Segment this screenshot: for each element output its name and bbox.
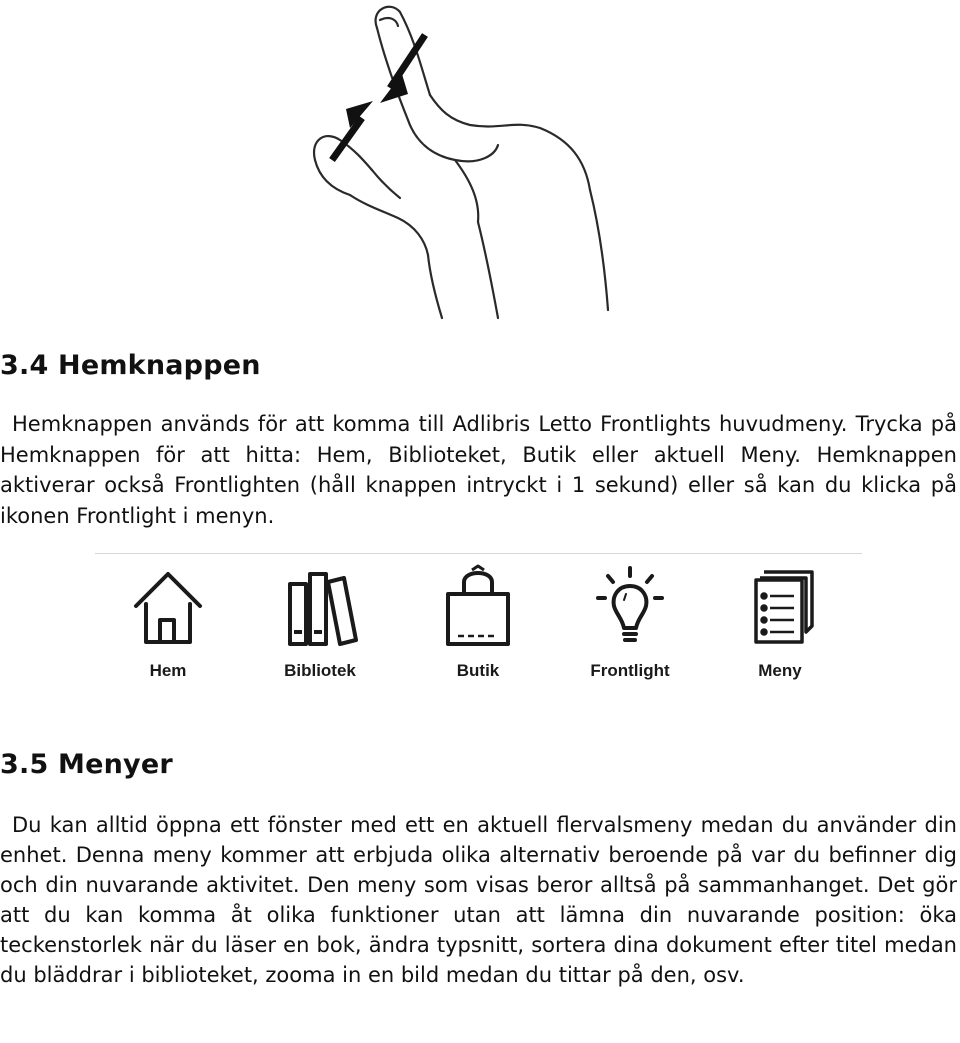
shop-label: Butik bbox=[456, 661, 500, 680]
section-heading-menyer: 3.5 Menyer bbox=[0, 749, 173, 780]
shopping-bag-icon bbox=[428, 562, 528, 652]
menu-label: Meny bbox=[758, 661, 802, 680]
library-label: Bibliotek bbox=[284, 661, 356, 680]
home-label: Hem bbox=[149, 661, 187, 680]
menu-menu-item bbox=[715, 562, 845, 692]
section-body-hemknappen: Hemknappen används för att komma till Adlibris Letto Frontlights huvudmeny. Trycka på Hemknappen för att hitta: Hem, Biblioteket, Butik eller aktuell Meny. Hemknappen aktiverar också Frontlighten (håll knappen intryckt i 1 sekund) eller så kan du klicka på ikonen Frontlight i menyn. bbox=[0, 412, 957, 528]
books-icon bbox=[270, 562, 370, 652]
shop-menu-item bbox=[413, 562, 543, 692]
frontlight-menu-item bbox=[565, 562, 695, 692]
home-menu-icon-row bbox=[95, 562, 862, 692]
frontlight-label: Frontlight bbox=[590, 661, 670, 680]
divider bbox=[95, 553, 862, 554]
light-bulb-icon bbox=[580, 562, 680, 652]
section-body-menyer: Du kan alltid öppna ett fönster med ett en aktuell flervalsmeny medan du använder din enhet. Denna meny kommer att erbjuda olika alternativ beroende på var du befinner dig och din nuvarande aktivitet. Den meny som visas beror alltså på sammanhanget. Det gör att du kan komma åt olika funktioner utan att lämna din nuvarande position: öka teckenstorlek när du läser en bok, ändra typsnitt, sortera dina dokument efter titel medan du bläddrar i biblioteket, zooma in en bild medan du tittar på den, osv. bbox=[0, 813, 957, 987]
home-icon bbox=[118, 562, 218, 652]
section-heading-hemknappen: 3.4 Hemknappen bbox=[0, 350, 261, 381]
library-menu-item bbox=[255, 562, 385, 692]
home-menu-item bbox=[103, 562, 233, 692]
pinch-gesture-illustration bbox=[240, 0, 700, 320]
menu-list-icon bbox=[730, 562, 830, 652]
